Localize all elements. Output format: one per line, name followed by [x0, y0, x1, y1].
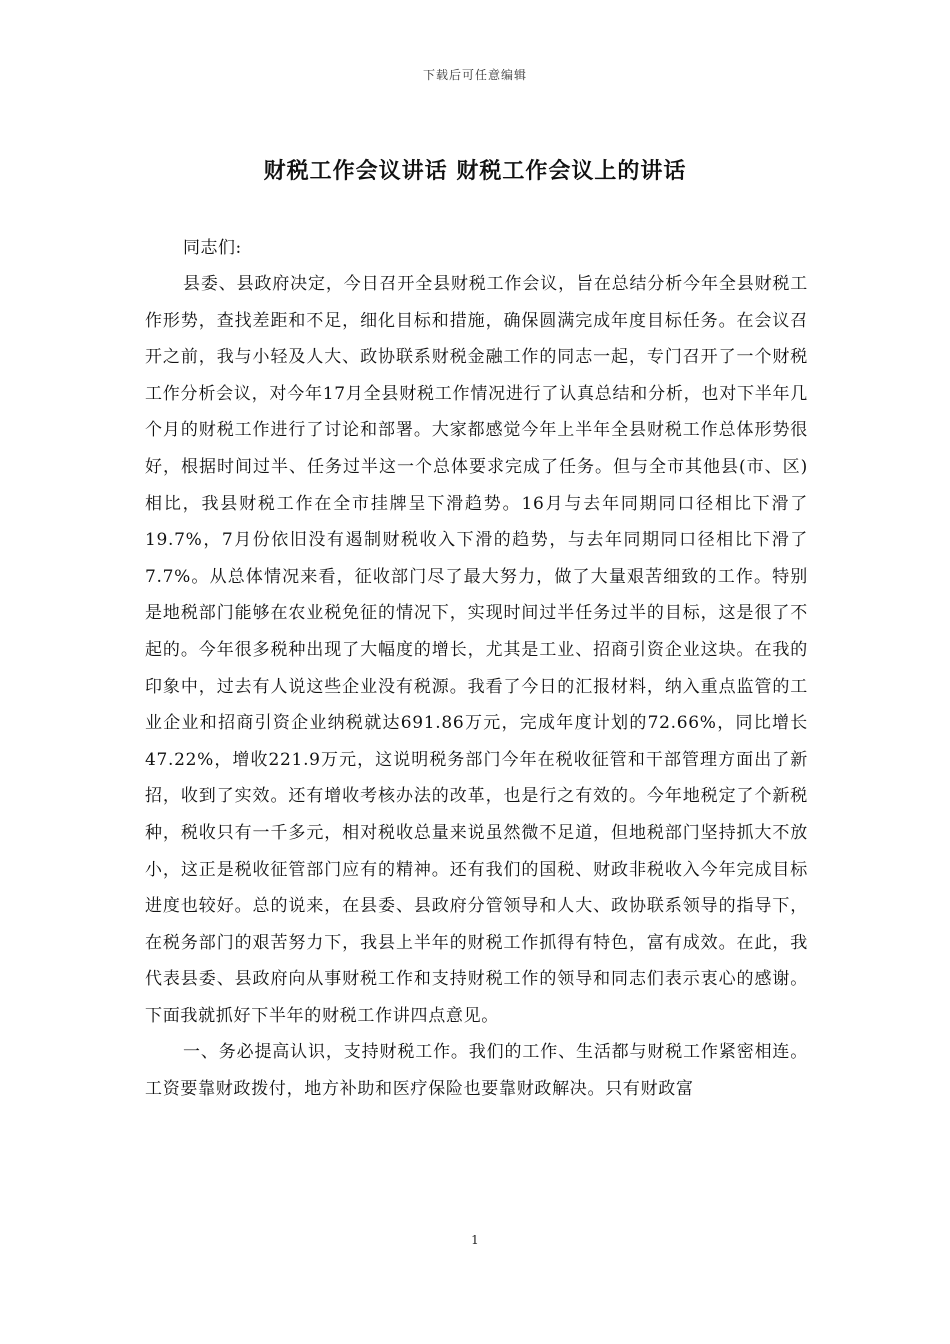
paragraph-1: 县委、县政府决定，今日召开全县财税工作会议，旨在总结分析今年全县财税工作形势，查找差距和不足，细化目标和措施，确保圆满完成年度目标任务。在会议召开之前，我与小轻及人大、政协联系财税金融工作的同志一起，专门召开了一个财税工作分析会议，对今年17月全县财税工作情况进行了认真总结和分析，也对下半年几个月的财税工作进行了讨论和部署。大家都感觉今年上半年全县财税工作总体形势很好，根据时间过半、任务过半这一个总体要求完成了任务。但与全市其他县(市、区)相比，我县财税工作在全市挂牌呈下滑趋势。16月与去年同期同口径相比下滑了19.7%，7月份依旧没有遏制财税收入下滑的趋势，与去年同期同口径相比下滑了7.7%。从总体情况来看，征收部门尽了最大努力，做了大量艰苦细致的工作。特别是地税部门能够在农业税免征的情况下，实现时间过半任务过半的目标，这是很了不起的。今年很多税种出现了大幅度的增长，尤其是工业、招商引资企业这块。在我的印象中，过去有人说这些企业没有税源。我看了今日的汇报材料，纳入重点监管的工业企业和招商引资企业纳税就达691.86万元，完成年度计划的72.66%，同比增长47.22%，增收221.9万元，这说明税务部门今年在税收征管和干部管理方面出了新招，收到了实效。还有增收考核办法的改革，也是行之有效的。今年地税定了个新税种，税收只有一千多元，相对税收总量来说虽然微不足道，但地税部门坚持抓大不放小，这正是税收征管部门应有的精神。还有我们的国税、财政非税收入今年完成目标进度也较好。总的说来，在县委、县政府分管领导和人大、政协联系领导的指导下，在税务部门的艰苦努力下，我县上半年的财税工作抓得有特色，富有成效。在此，我代表县委、县政府向从事财税工作和支持财税工作的领导和同志们表示衷心的感谢。下面我就抓好下半年的财税工作讲四点意见。: [145, 274, 808, 1026]
document-title: 财税工作会议讲话 财税工作会议上的讲话: [263, 158, 687, 184]
document-body: [145, 230, 808, 1108]
page-number: 1: [471, 1233, 479, 1247]
paragraph-2: 一、务必提高认识，支持财税工作。我们的工作、生活都与财税工作紧密相连。工资要靠财政拨付，地方补助和医疗保险也要靠财政解决。只有财政富: [145, 1042, 808, 1100]
header-note: 下载后可任意编辑: [422, 68, 527, 82]
salutation: 同志们:: [183, 238, 242, 258]
